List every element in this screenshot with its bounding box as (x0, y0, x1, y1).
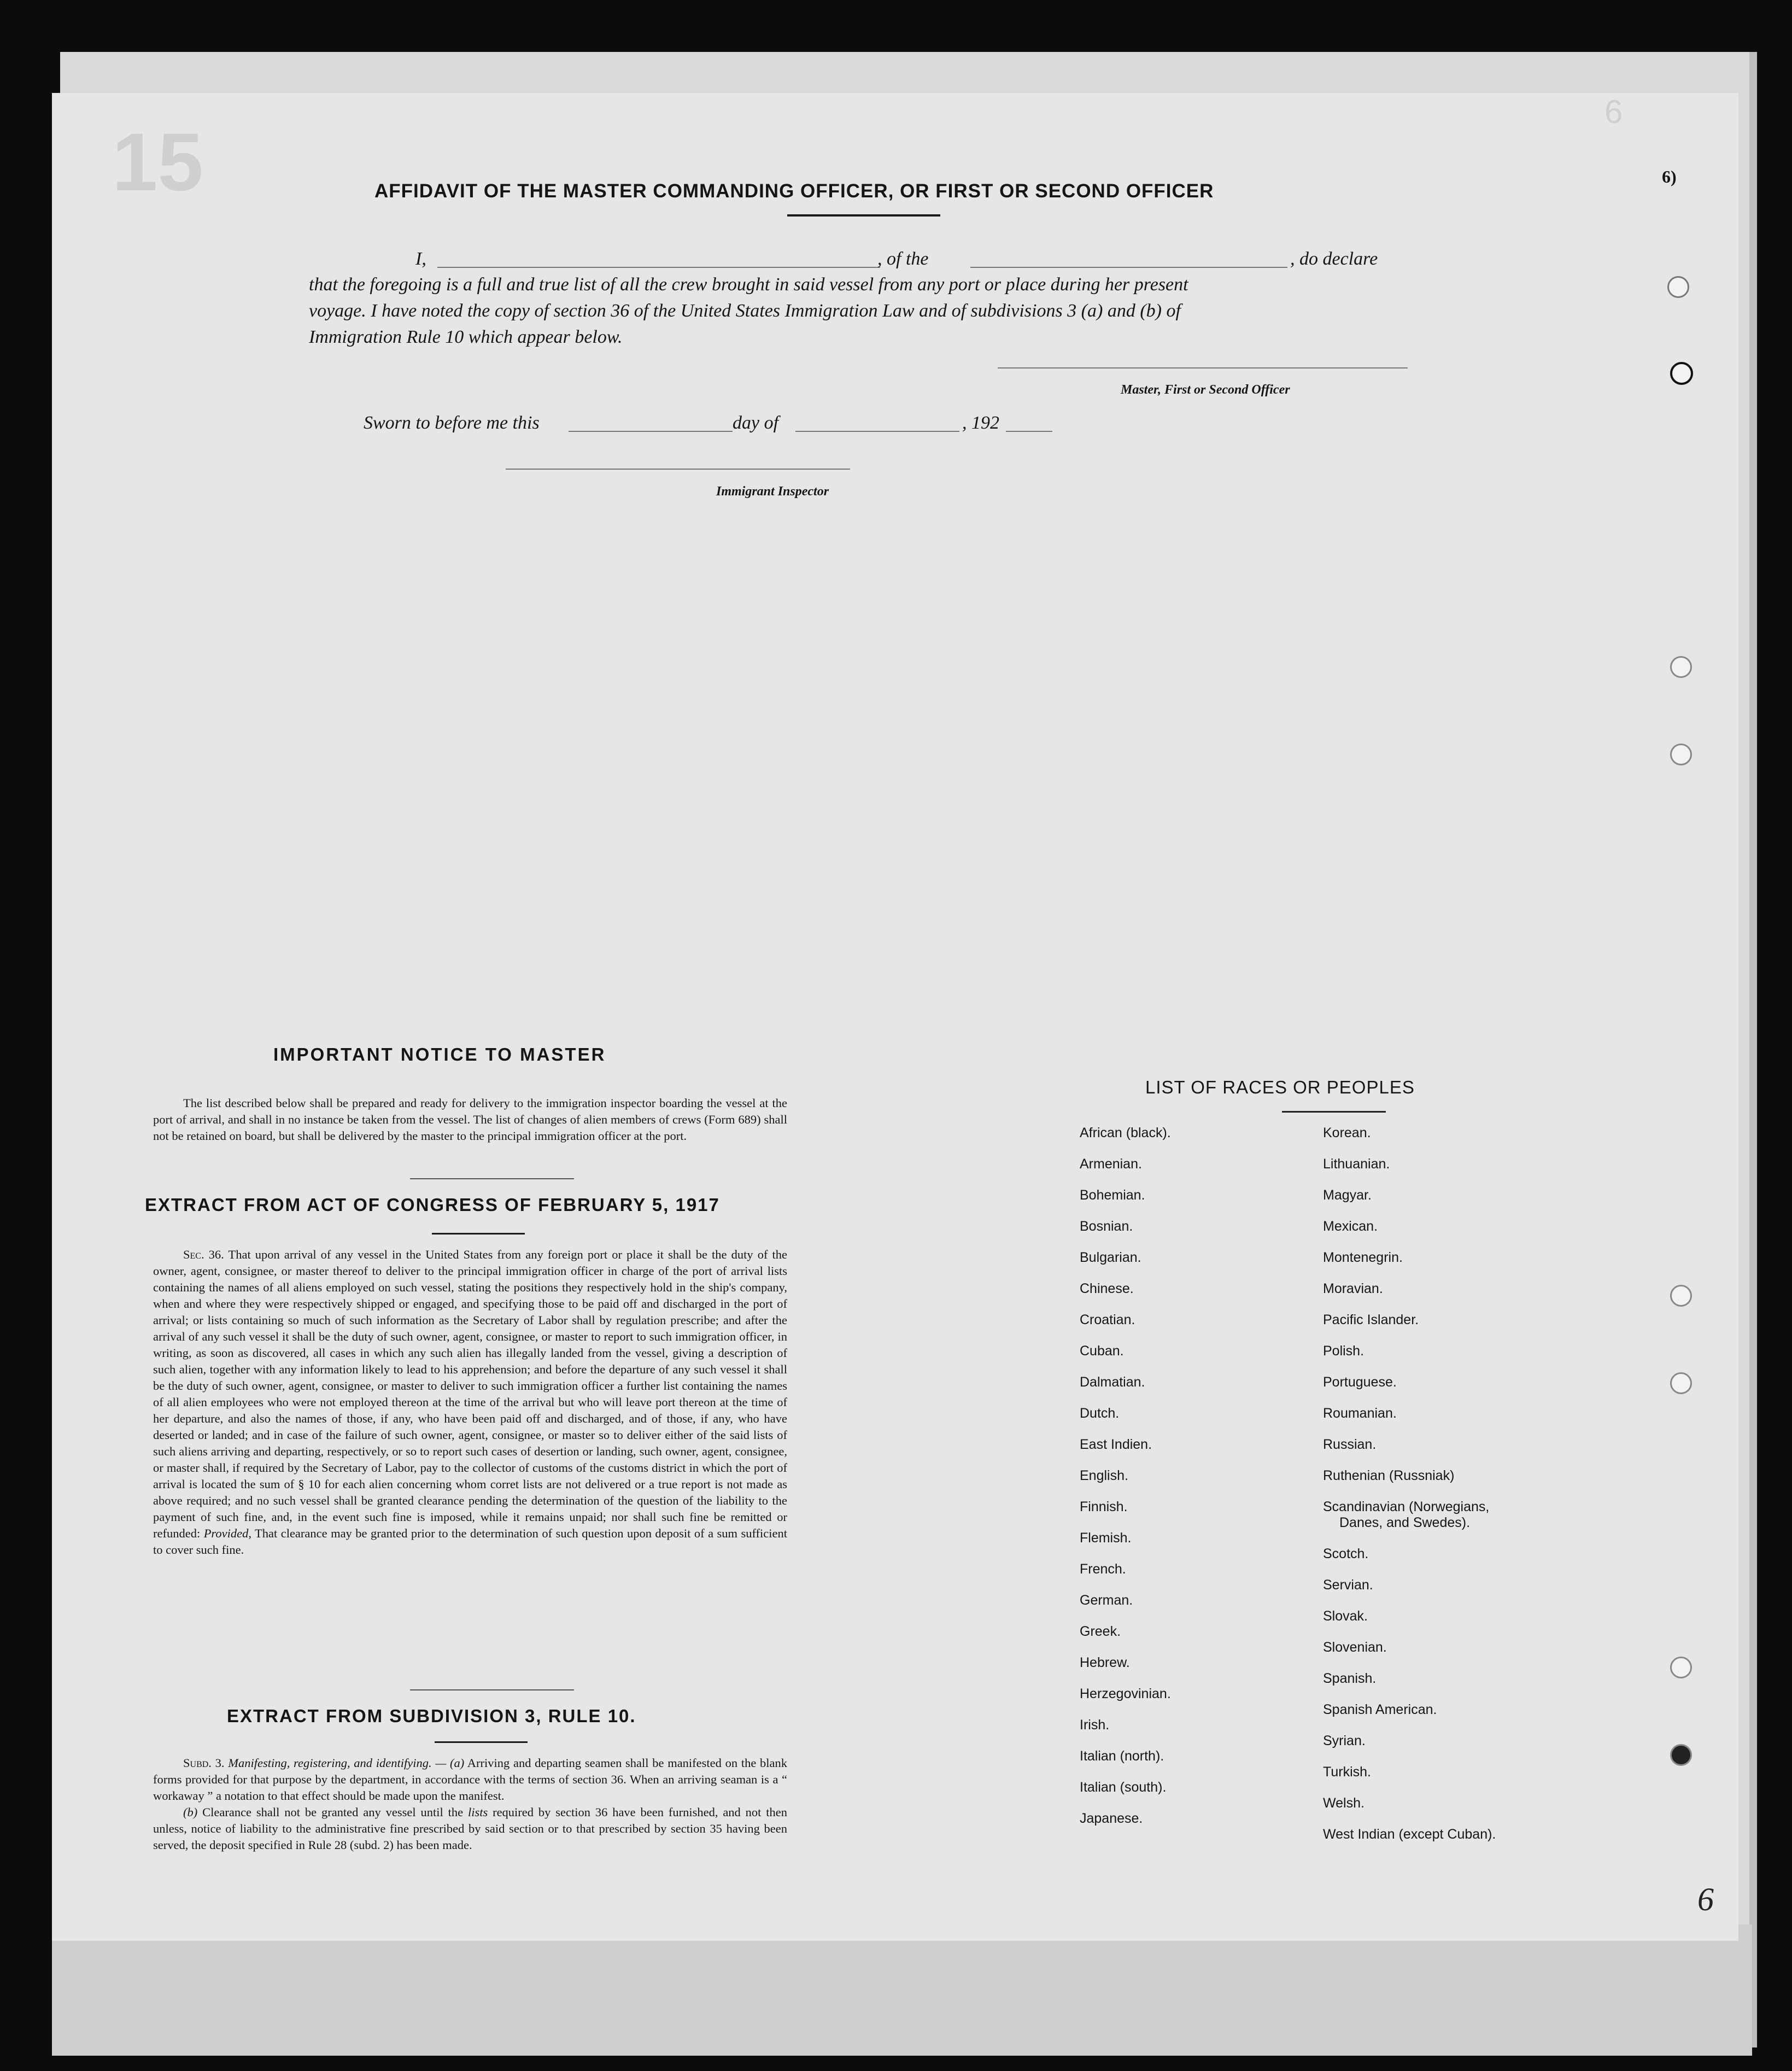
race-item: Dutch. (1080, 1406, 1120, 1421)
affidavit-title: AFFIDAVIT OF THE MASTER COMMANDING OFFICER, OR FIRST OR SECOND OFFICER (374, 180, 1214, 202)
race-item: Bohemian. (1080, 1187, 1145, 1203)
rule-title-rule (435, 1741, 528, 1743)
race-item: German. (1080, 1593, 1133, 1608)
subd-text-b1: Clearance shall not be granted any vessel until the (202, 1805, 464, 1819)
race-item: Spanish American. (1323, 1702, 1437, 1717)
race-item: African (black). (1080, 1125, 1171, 1140)
race-item: Flemish. (1080, 1530, 1132, 1546)
subd-heading: Manifesting, registering, and identifying. — (a) (228, 1756, 465, 1770)
race-item: Turkish. (1323, 1764, 1371, 1780)
day-of-label: day of (733, 413, 779, 433)
race-item: West Indian (except Cuban). (1323, 1827, 1496, 1842)
year-prefix: , 192 (962, 413, 999, 433)
act-divider (410, 1689, 574, 1690)
race-item: Ruthenian (Russniak) (1323, 1468, 1455, 1483)
subd-text-a: Arriving and departing seamen shall be manifested on the blank forms provided for that purpose by the department, in accordance with the terms of section 36. When an arriving seaman is a “ workaway ” a notation to that effect should be made upon the manifest. (153, 1756, 788, 1803)
race-item: Dalmatian. (1080, 1374, 1145, 1390)
vessel-blank (970, 267, 1287, 268)
race-item: Montenegrin. (1323, 1250, 1403, 1265)
race-item: Lithuanian. (1323, 1156, 1390, 1172)
sworn-day-blank (569, 431, 733, 432)
race-item: Japanese. (1080, 1811, 1143, 1826)
binder-hole (1670, 1657, 1692, 1678)
affidavit-of-the: , of the (877, 249, 929, 269)
race-item: Croatian. (1080, 1312, 1135, 1327)
race-item: Finnish. (1080, 1499, 1128, 1514)
act-text (153, 1247, 787, 1558)
race-item: Mexican. (1323, 1219, 1378, 1234)
race-item: Portuguese. (1323, 1374, 1397, 1390)
underlying-page-bottom (52, 1924, 1752, 2056)
race-item: East Indien. (1080, 1437, 1152, 1452)
affidavit-line-3: voyage. I have noted the copy of section 36 of the United States Immigration Law and of subdivisions 3 (a) and (b) of (309, 301, 1181, 321)
notice-title: IMPORTANT NOTICE TO MASTER (273, 1044, 606, 1064)
section-text: That upon arrival of any vessel in the United States from any foreign port or place it shall be the duty of the owner, agent, consignee, or master thereof to deliver to the principal immigration officer in charge of the port of arrival lists containing the names of all aliens employed on such vessel, stating the positions they respectively hold in the ship's company, when and where they were respectively shipped or engaged, and specifying those to be paid off and discharged in the port of arrival; or lists containing so much of such information as the Secretary of Labor shall by regulation prescribe; and after the arrival of any such vessel it shall be the duty of such owner, agent, consignee, or master to report to such immigration officer, in writing, as soon as discovered, all cases in which any such alien has illegally landed from the vessel, giving a description of such alien, together with any information likely to lead to his apprehension; and before the departure of any such vessel it shall be the duty of such owner, agent, consignee, or master to deliver to such immigration officer a further list containing the names of all alien employees who were not employed thereon at the time of the arrival but who will leave port thereon at the time of her departure, and also the names of those, if any, who have been paid off and discharged, and of those, if any, who have deserted or landed; and in case of the failure of such owner, agent, consignee, or master so to deliver either of the said lists of such aliens arriving and departing, respectively, or so to report such cases of desertion or landing, such owner, agent, consignee, or master shall, if required by the Secretary of Labor, pay to the collector of customs of the customs district in which the port of arrival is located the sum of § 10 for each alien concerning whom corret lists are not delivered or a true report is not made as above required; and no such vessel shall be granted clearance pending the determination of the question of the liability to the payment of such fine, and, in the event such fine is imposed, while it remains unpaid; nor shall such fine be remitted or refunded: (153, 1248, 788, 1540)
binder-hole (1670, 1372, 1692, 1394)
race-item: Pacific Islander. (1323, 1312, 1419, 1327)
race-item: Korean. (1323, 1125, 1371, 1140)
race-item: Slovak. (1323, 1608, 1368, 1624)
binder-hole (1670, 1285, 1692, 1307)
name-blank (437, 267, 880, 268)
corner-mark: 6 (1697, 1881, 1714, 1917)
lists-word: lists (467, 1805, 488, 1819)
inspector-signature-line (506, 469, 850, 470)
race-item: Welsh. (1323, 1795, 1365, 1811)
page-number: 6) (1662, 167, 1677, 186)
rule-text (153, 1755, 787, 1853)
races-title-rule (1282, 1111, 1386, 1113)
notice-text (153, 1095, 787, 1144)
affidavit-i: I, (415, 249, 426, 269)
race-item: Irish. (1080, 1717, 1110, 1733)
subd-text-b2: required by section 36 have been furnished, and not then unless, notice of liability to the administrative fine prescribed by said section or to that prescribed by section 35 having been served, the deposit specified in Rule 28 (subd. 2) has been made. (153, 1805, 788, 1852)
year-blank (1006, 431, 1052, 432)
race-item: Russian. (1323, 1437, 1377, 1452)
race-item: Slovenian. (1323, 1640, 1387, 1655)
race-item: Moravian. (1323, 1281, 1383, 1296)
race-item: Danes, and Swedes). (1339, 1515, 1471, 1530)
provided-word: Provided, (203, 1526, 251, 1540)
race-item: Bosnian. (1080, 1219, 1133, 1234)
section-text-end: That clearance may be granted prior to the determination of such question upon deposit of a sum sufficient to cover such fine. (153, 1526, 788, 1557)
race-item: Italian (north). (1080, 1748, 1164, 1764)
section-label: Sec. 36. (183, 1248, 224, 1261)
rule-title: EXTRACT FROM SUBDIVISION 3, RULE 10. (227, 1706, 636, 1726)
master-signature-label: Master, First or Second Officer (1121, 383, 1290, 397)
race-item: Scotch. (1323, 1546, 1369, 1561)
binder-hole (1670, 656, 1692, 678)
master-signature-line (998, 367, 1408, 368)
race-item: Magyar. (1323, 1187, 1372, 1203)
bleed-through-number: 15 (112, 116, 203, 208)
sworn-label: Sworn to before me this (364, 413, 540, 433)
document-page (52, 93, 1738, 1941)
race-item: Hebrew. (1080, 1655, 1130, 1670)
subd-label: Subd. 3. (183, 1756, 225, 1770)
act-title-rule (432, 1233, 525, 1235)
binder-hole (1670, 362, 1693, 385)
race-item: Greek. (1080, 1624, 1121, 1639)
races-title: LIST OF RACES OR PEOPLES (1145, 1077, 1415, 1097)
inspector-label: Immigrant Inspector (716, 484, 829, 499)
race-item: Italian (south). (1080, 1780, 1167, 1795)
race-item: Armenian. (1080, 1156, 1142, 1172)
binder-hole (1667, 276, 1689, 298)
race-item: French. (1080, 1561, 1126, 1577)
race-item: Syrian. (1323, 1733, 1366, 1748)
race-item: Spanish. (1323, 1671, 1377, 1686)
race-item: Bulgarian. (1080, 1250, 1141, 1265)
race-item: Scandinavian (Norwegians, (1323, 1499, 1490, 1514)
race-item: Servian. (1323, 1577, 1373, 1593)
race-item: English. (1080, 1468, 1128, 1483)
title-rule (787, 214, 940, 217)
month-blank (795, 431, 959, 432)
binder-hole (1670, 744, 1692, 765)
affidavit-line-2: that the foregoing is a full and true list of all the crew brought in said vessel from any port or place during her present (309, 274, 1188, 295)
subd-b-label: (b) (183, 1805, 198, 1819)
race-item: Chinese. (1080, 1281, 1134, 1296)
notice-paragraph: The list described below shall be prepared and ready for delivery to the immigration inspector boarding the vessel at the port of arrival, and shall in no instance be taken from the vessel. The list of changes of alien members of crews (Form 689) shall not be retained on board, but shall be delivered by the master to the principal immigration officer at the port. (153, 1096, 787, 1143)
affidavit-do-declare: , do declare (1290, 249, 1378, 269)
bleed-through-mark: 6 (1604, 93, 1623, 130)
binder-hole (1670, 1744, 1692, 1766)
act-title: EXTRACT FROM ACT OF CONGRESS OF FEBRUARY 5, 1917 (145, 1195, 720, 1215)
race-item: Cuban. (1080, 1343, 1124, 1359)
race-item: Polish. (1323, 1343, 1365, 1359)
notice-divider (410, 1178, 574, 1179)
race-item: Herzegovinian. (1080, 1686, 1171, 1701)
affidavit-line-4: Immigration Rule 10 which appear below. (309, 327, 623, 347)
race-item: Roumanian. (1323, 1406, 1397, 1421)
